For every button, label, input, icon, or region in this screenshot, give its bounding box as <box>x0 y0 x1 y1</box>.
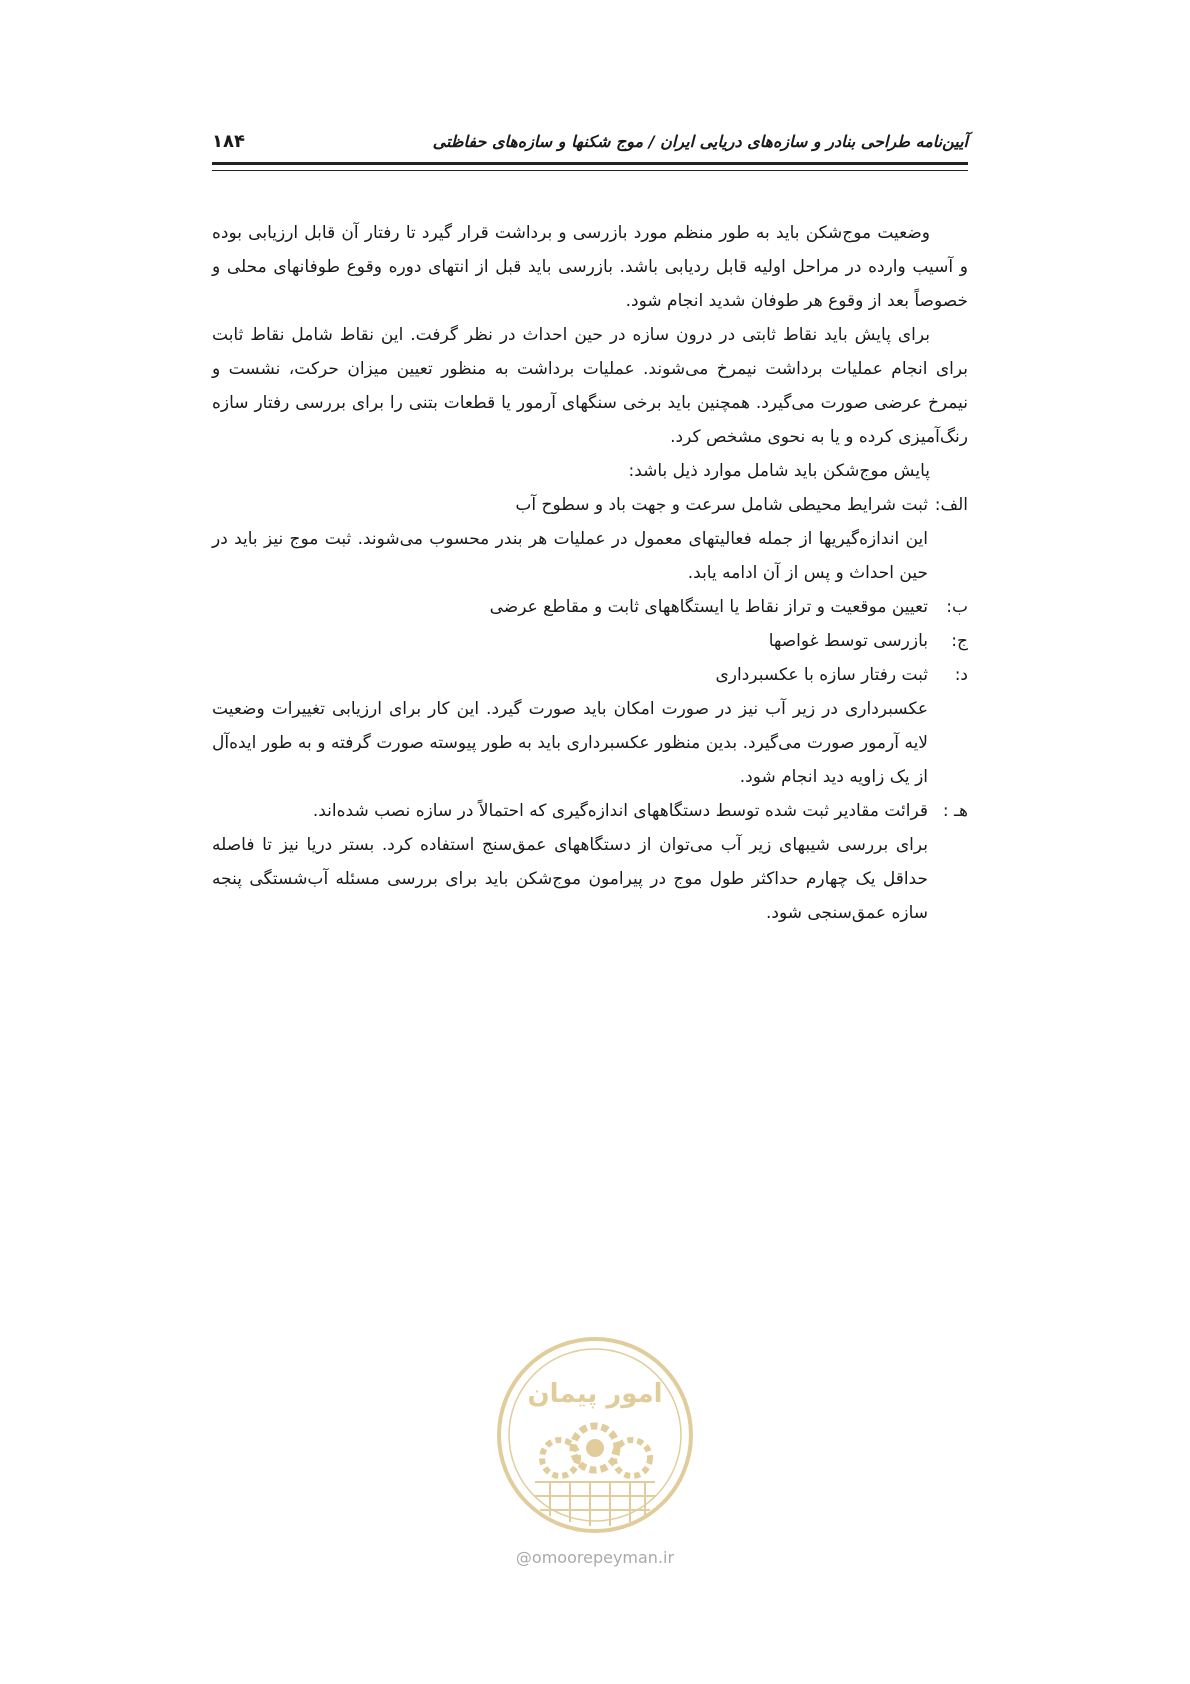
list-item-e <box>212 794 968 828</box>
item-e-note: برای بررسی شیبهای زیر آب می‌توان از دستگاههای عمق‌سنج استفاده کرد. بستر دریا نیز تا فاصله حداقل یک چهارم حداکثر طول موج در پیرامون موج‌شکن باید برای بررسی مسئله آب‌شستگی پنجه سازه عمق‌سنجی شود. <box>212 835 928 923</box>
item-text: ثبت رفتار سازه با عکسبرداری <box>715 665 928 685</box>
header-rule-thin <box>212 170 968 171</box>
watermark-url: @omoorepeyman.ir <box>515 1548 675 1567</box>
running-title: آیین‌نامه طراحی بنادر و سازه‌های دریایی ایران / موج شکنها و سازه‌های حفاظتی <box>432 131 968 151</box>
item-label: ب: <box>946 597 968 617</box>
paragraph-monitoring-intro: پایش موج‌شکن باید شامل موارد ذیل باشد: <box>628 461 930 481</box>
list-item-c <box>212 624 968 658</box>
page-header <box>212 126 968 156</box>
item-label: الف: <box>934 495 968 515</box>
item-d-note: عکسبرداری در زیر آب نیز در صورت امکان باید صورت گیرد. این کار برای ارزیابی تغییرات وضعیت لایه آرمور صورت می‌گیرد. بدین منظور عکسبرداری باید به طور پیوسته صورت گرفته و به طور ایده‌آل از یک زاویه دید انجام شود. <box>212 699 928 787</box>
watermark-logo-text: امور پیمان <box>527 1379 663 1409</box>
item-text: بازرسی توسط غواصها <box>768 631 928 651</box>
item-label: ج: <box>951 631 968 651</box>
item-text: قرائت مقادیر ثبت شده توسط دستگاههای اندازه‌گیری که احتمالاً در سازه نصب شده‌اند. <box>312 801 928 821</box>
body-text <box>212 216 968 930</box>
item-text: تعیین موقعیت و تراز نقاط یا ایستگاههای ثابت و مقاطع عرضی <box>489 597 928 617</box>
header-rule-thick <box>212 162 968 165</box>
list-item-a <box>212 488 968 522</box>
item-label: د: <box>954 665 968 685</box>
list-item-b <box>212 590 968 624</box>
paragraph-monitoring-points: برای پایش باید نقاط ثابتی در درون سازه در حین احداث در نظر گرفت. این نقاط شامل نقاط ثابت برای انجام عملیات برداشت نیمرخ می‌شوند. عملیات برداشت به منظور تعیین میزان حرکت، نشست و نیمرخ عرضی صورت می‌گیرد. همچنین باید برخی سنگهای آرمور یا قطعات بتنی را برای بررسی رفتار سازه رنگ‌آمیزی کرده و یا به نحوی مشخص کرد. <box>212 325 968 447</box>
item-label: هـ : <box>942 801 968 821</box>
item-text: ثبت شرایط محیطی شامل سرعت و جهت باد و سطوح آب <box>515 495 928 515</box>
watermark-logo <box>490 1330 700 1540</box>
paragraph-inspection: وضعیت موج‌شکن باید به طور منظم مورد بازرسی و برداشت قرار گیرد تا رفتار آن قابل ارزیابی بوده و آسیب وارده در مراحل اولیه قابل ردیابی باشد. بازرسی باید قبل از انتهای دوره وقوع طوفانهای محلی و خصوصاً بعد از وقوع هر طوفان شدید انجام شود. <box>212 223 968 311</box>
page-number: ۱۸۴ <box>212 130 245 152</box>
list-item-d <box>212 658 968 692</box>
item-a-note: این اندازه‌گیریها از جمله فعالیتهای معمول در عملیات هر بندر محسوب می‌شوند. ثبت موج نیز باید در حین احداث و پس از آن ادامه یابد. <box>212 529 928 583</box>
